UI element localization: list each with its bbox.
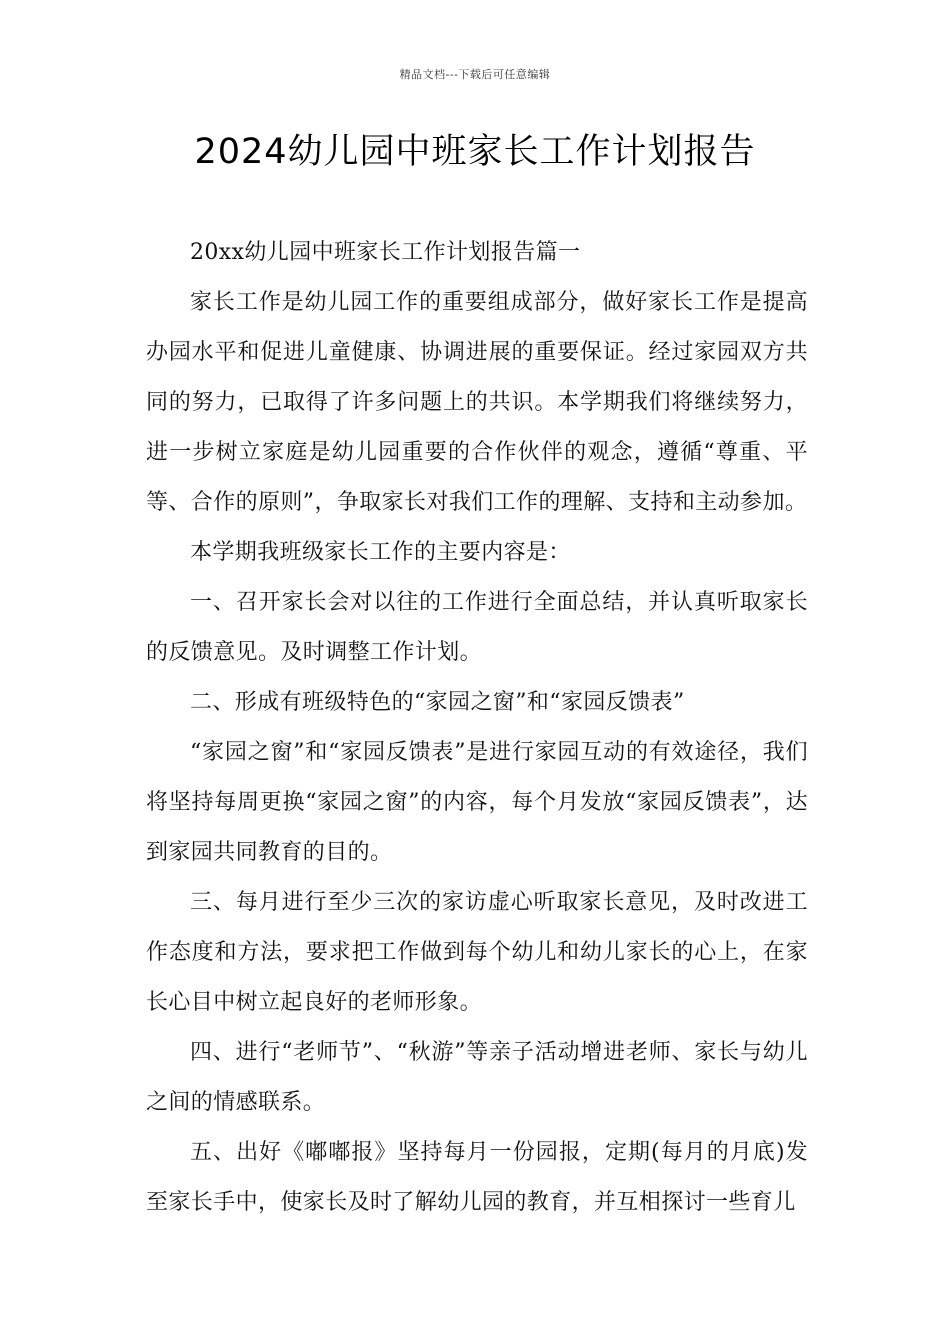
paragraph-intro: 家长工作是幼儿园工作的重要组成部分，做好家长工作是提高办园水平和促进儿童健康、协调进展的重要保证。经过家园双方共同的努力，已取得了许多问题上的共识。本学期我们将继续努力，进一步树立家庭是幼儿园重要的合作伙伴的观念，遵循“尊重、平等、合作的原则”，争取家长对我们工作的理解、支持和主动参加。 [146,290,808,515]
paragraph-item-4: 四、进行“老师节”、“秋游”等亲子活动增进老师、家长与幼儿之间的情感联系。 [146,1040,808,1115]
document-body [146,228,808,1228]
paragraph-item-2: 二、形成有班级特色的“家园之窗”和“家园反馈表” [190,690,685,715]
paragraph-item-3: 三、每月进行至少三次的家访虚心听取家长意见，及时改进工作态度和方法，要求把工作做到每个幼儿和幼儿家长的心上，在家长心目中树立起良好的老师形象。 [146,890,808,1015]
paragraph-item-1: 一、召开家长会对以往的工作进行全面总结，并认真听取家长的反馈意见。及时调整工作计划。 [146,590,808,665]
header-note: 精品文档---下载后可任意编辑 [399,68,551,81]
document-title: 2024幼儿园中班家长工作计划报告 [194,132,756,172]
paragraph-item-5: 五、出好《嘟嘟报》坚持每月一份园报，定期(每月的月底)发至家长手中，使家长及时了解幼儿园的教育，并互相探讨一些育儿 [146,1140,808,1215]
section-heading: 20xx幼儿园中班家长工作计划报告篇一 [190,240,581,265]
paragraph-item-2-detail: “家园之窗”和“家园反馈表”是进行家园互动的有效途径，我们将坚持每周更换“家园之窗”的内容，每个月发放“家园反馈表”，达到家园共同教育的目的。 [146,740,808,865]
paragraph-content-heading: 本学期我班级家长工作的主要内容是： [190,540,571,565]
